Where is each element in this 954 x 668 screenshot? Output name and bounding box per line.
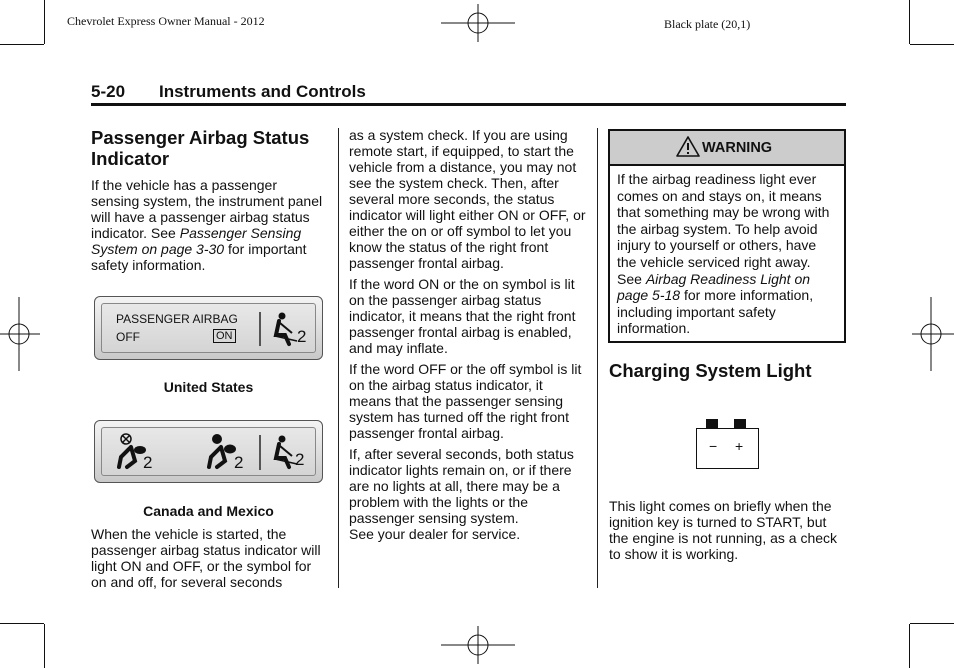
warning-title: WARNING: [702, 140, 773, 156]
battery-plus: +: [735, 438, 744, 454]
crop-mark: [0, 44, 44, 45]
seat-number: 2: [143, 453, 153, 472]
text: If the vehicle has a passenger sensing system, the instrument panel will have a passenger airbag status indicator. See: [91, 177, 323, 241]
paragraph: See your dealer for service.: [349, 526, 521, 542]
text: If the airbag readiness light ever comes on and stays on, it means that something may be wrong with the airbag system. To help avoid injury to yourself or others, have the vehicle serviced right away. See: [617, 171, 830, 287]
column-1-bottom: [91, 526, 326, 590]
indicator-label: PASSENGER AIRBAG: [116, 312, 238, 326]
airbag-indicator-us: [94, 296, 323, 360]
registration-mark-left: [0, 297, 40, 371]
heading-charging-system-light: Charging System Light: [609, 360, 812, 381]
page-reference: Passenger Sensing System on page 3-30: [91, 225, 302, 257]
indicator-divider: [259, 312, 261, 346]
text: for more information, including important safety information.: [617, 287, 814, 337]
column-rule: [338, 128, 339, 588]
figure-caption: Canada and Mexico: [143, 503, 274, 519]
crop-mark: [0, 623, 44, 624]
heading-charging-system-wrap: [609, 360, 849, 381]
battery-icon: [696, 419, 759, 470]
airbag-indicator-canada-mexico: [94, 420, 323, 483]
page-reference: Airbag Readiness Light on page 5-18: [617, 270, 811, 304]
registration-mark-bottom: [441, 626, 515, 664]
indicator-off-label: OFF: [116, 330, 140, 344]
column-2: [349, 127, 588, 542]
indicator-divider: [259, 435, 261, 470]
crop-mark: [44, 0, 45, 44]
crop-mark: [909, 0, 910, 44]
paragraph: This light comes on briefly when the ignition key is turned to START, but the engine is not running, as a check to show it is working.: [609, 498, 838, 562]
crop-mark: [910, 44, 954, 45]
section-title: Instruments and Controls: [159, 82, 366, 101]
text: for important safety information.: [91, 241, 307, 273]
column-rule: [597, 128, 598, 588]
warning-triangle-icon: [676, 136, 700, 157]
paragraph: as a system check. If you are using remote start, if equipped, to start the vehicle from a distance, you may not see the system check. Then, after several more seconds, the status indicator will light either ON or OFF, or either the on or off symbol to let you know the status of the right front passenger frontal airbag.: [349, 127, 586, 271]
crop-mark: [910, 623, 954, 624]
battery-terminal: [734, 419, 746, 428]
warning-text: [617, 171, 839, 337]
paragraph: If the word ON or the on symbol is lit on the passenger airbag status indicator, it means that the right front passenger frontal airbag is enabled, and may inflate.: [349, 276, 576, 356]
paragraph: If the word OFF or the off symbol is lit on the airbag status indicator, it means that the passenger sensing system has turned off the right front passenger frontal airbag.: [349, 361, 582, 441]
seat-number: 2: [297, 327, 307, 346]
registration-mark-top: [441, 4, 515, 42]
warning-box: [608, 129, 846, 343]
section-number: 5-20: [91, 82, 126, 101]
battery-terminal: [706, 419, 718, 428]
paragraph: If, after several seconds, both status indicator lights remain on, or if there are no lights at all, there may be a problem with the lights or the passenger sensing system.: [349, 446, 574, 526]
paragraph: [91, 177, 323, 273]
column-1: [91, 127, 323, 273]
paragraph: When the vehicle is started, the passenger airbag status indicator will light ON and OFF, or the symbol for on and off, for several seconds: [91, 526, 321, 590]
warning-header: [610, 131, 844, 166]
indicator-on-label: ON: [213, 329, 236, 343]
battery-minus: −: [709, 438, 718, 454]
column-3-bottom: [609, 498, 849, 562]
manual-title: Chevrolet Express Owner Manual - 2012: [67, 14, 265, 28]
registration-mark-right: [912, 297, 954, 371]
section-header: [91, 81, 846, 106]
seat-number: 2: [234, 453, 244, 472]
battery-body: [696, 428, 759, 469]
plate-label: Black plate (20,1): [664, 17, 751, 31]
crop-mark: [44, 624, 45, 668]
seat-number: 2: [295, 450, 305, 469]
figure-caption: United States: [163, 379, 254, 395]
heading-passenger-airbag: Passenger Airbag Status Indicator: [91, 127, 310, 169]
crop-mark: [909, 624, 910, 668]
